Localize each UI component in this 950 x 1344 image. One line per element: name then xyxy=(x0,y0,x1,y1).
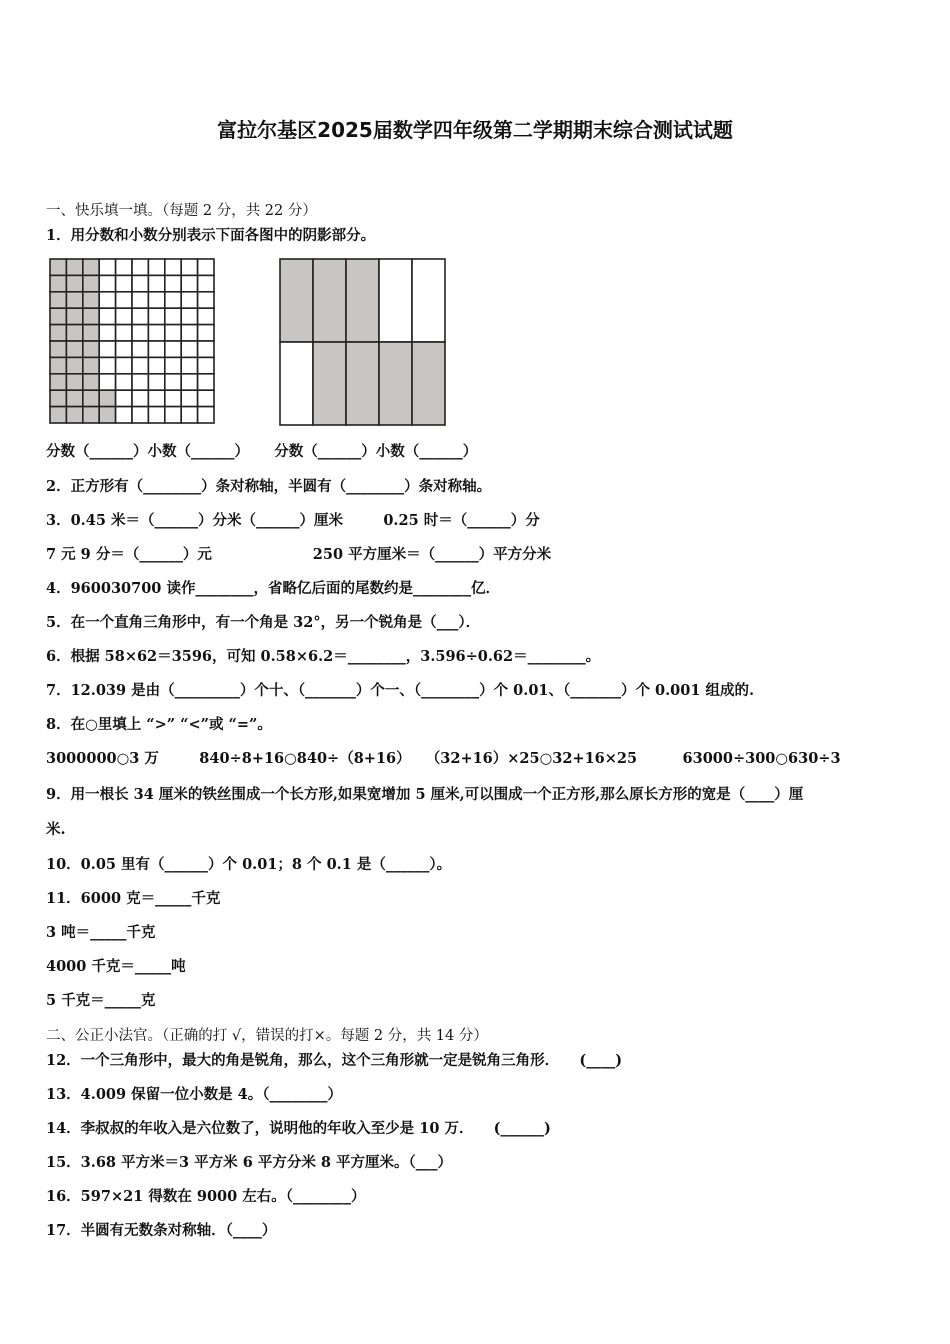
question-line: 17．半圆有无数条对称轴．（____） xyxy=(46,1222,277,1239)
rect-cell xyxy=(280,259,313,342)
grid-cell xyxy=(83,275,99,291)
grid-cell xyxy=(99,292,115,308)
grid-cell xyxy=(50,390,66,406)
grid-cell xyxy=(50,308,66,324)
grid-cell xyxy=(198,341,214,357)
grid-cell xyxy=(181,407,197,423)
question-line: 8．在○里填上 “>” “<”或 “=”。 xyxy=(46,716,272,733)
grid-cell xyxy=(165,275,181,291)
question-line: 3．0.45 米＝（______）分米（______）厘米 0.25 时＝（______）分 xyxy=(46,512,540,529)
grid-cell xyxy=(116,259,132,275)
grid-cell xyxy=(50,374,66,390)
question-line: 16．597×21 得数在 9000 左右。（________） xyxy=(46,1188,366,1205)
grid-cell xyxy=(66,259,82,275)
question-line: 14．李叔叔的年收入是六位数了，说明他的年收入至少是 10 万． (______) xyxy=(46,1120,551,1137)
grid-cell xyxy=(181,292,197,308)
question-line: 米. xyxy=(46,821,66,838)
grid-cell xyxy=(50,259,66,275)
grid-cell xyxy=(116,292,132,308)
grid-cell xyxy=(50,341,66,357)
grid-cell xyxy=(99,390,115,406)
grid-cell xyxy=(181,308,197,324)
grid-cell xyxy=(132,325,148,341)
grid-cell xyxy=(148,390,164,406)
grid-cell xyxy=(148,275,164,291)
rect-cell xyxy=(379,342,412,425)
grid-cell xyxy=(165,292,181,308)
question-line: 1．用分数和小数分别表示下面各图中的阴影部分。 xyxy=(46,227,376,244)
grid-cell xyxy=(50,292,66,308)
section-heading-1: 一、快乐填一填。（每题 2 分，共 22 分） xyxy=(46,203,317,219)
grid-cell xyxy=(132,341,148,357)
grid-cell xyxy=(50,407,66,423)
grid-cell xyxy=(165,374,181,390)
rect-cell xyxy=(346,259,379,342)
grid-cell xyxy=(66,341,82,357)
grid-cell xyxy=(99,407,115,423)
grid-cell xyxy=(132,259,148,275)
grid-cell xyxy=(181,259,197,275)
grid-cell xyxy=(66,325,82,341)
grid-cell xyxy=(148,308,164,324)
grid-cell xyxy=(66,292,82,308)
rect-cell xyxy=(379,259,412,342)
grid-cell xyxy=(99,275,115,291)
grid-cell xyxy=(116,374,132,390)
grid-cell xyxy=(83,357,99,373)
grid-cell xyxy=(83,341,99,357)
grid-cell xyxy=(66,407,82,423)
grid-cell xyxy=(148,292,164,308)
grid-cell xyxy=(198,407,214,423)
grid-cell xyxy=(132,374,148,390)
grid-cell xyxy=(83,308,99,324)
grid-cell xyxy=(116,407,132,423)
rect-cell xyxy=(313,259,346,342)
rect-cell xyxy=(280,342,313,425)
grid-cell xyxy=(50,275,66,291)
grid-cell xyxy=(83,325,99,341)
question-line: 5 千克＝_____克 xyxy=(46,992,156,1009)
grid-cell xyxy=(99,308,115,324)
question-line: 12．一个三角形中，最大的角是锐角，那么，这个三角形就一定是锐角三角形． (____) xyxy=(46,1052,623,1069)
grid-cell xyxy=(99,357,115,373)
section-heading-2: 二、公正小法官。（正确的打 √，错误的打×。每题 2 分，共 14 分） xyxy=(46,1028,488,1044)
grid-cell xyxy=(181,357,197,373)
grid-cell xyxy=(116,357,132,373)
grid-cell xyxy=(132,357,148,373)
grid-cell xyxy=(66,308,82,324)
grid-cell xyxy=(198,308,214,324)
grid-cell xyxy=(198,259,214,275)
question-line: 3 吨＝_____千克 xyxy=(46,924,156,941)
grid-cell xyxy=(181,390,197,406)
grid-cell xyxy=(181,325,197,341)
grid-cell xyxy=(148,341,164,357)
grid-cell xyxy=(99,341,115,357)
grid-cell xyxy=(132,407,148,423)
grid-cell xyxy=(132,292,148,308)
grid-cell xyxy=(165,390,181,406)
grid-cell xyxy=(116,341,132,357)
grid-cell xyxy=(116,308,132,324)
grid-cell xyxy=(198,390,214,406)
grid-cell xyxy=(132,390,148,406)
question-line: 9．用一根长 34 厘米的铁丝围成一个长方形,如果宽增加 5 厘米,可以围成一个正方形,那么原长方形的宽是（____）厘 xyxy=(46,786,804,803)
grid-cell xyxy=(99,325,115,341)
grid-cell xyxy=(148,357,164,373)
grid-cell xyxy=(165,341,181,357)
grid-cell xyxy=(181,341,197,357)
grid-cell xyxy=(148,259,164,275)
grid-100-figure xyxy=(49,258,217,426)
grid-cell xyxy=(66,357,82,373)
question-line: 分数（______）小数（______） 分数（______）小数（______） xyxy=(46,443,478,460)
grid-cell xyxy=(198,357,214,373)
rect-10-figure xyxy=(279,258,447,426)
grid-cell xyxy=(83,292,99,308)
grid-cell xyxy=(181,275,197,291)
grid-cell xyxy=(99,374,115,390)
grid-cell xyxy=(148,374,164,390)
grid-cell xyxy=(50,325,66,341)
question-line: 11．6000 克＝_____千克 xyxy=(46,890,221,907)
grid-cell xyxy=(66,374,82,390)
rect-cell xyxy=(412,259,445,342)
grid-cell xyxy=(83,259,99,275)
grid-cell xyxy=(66,390,82,406)
grid-cell xyxy=(165,407,181,423)
grid-cell xyxy=(83,407,99,423)
grid-cell xyxy=(198,292,214,308)
grid-cell xyxy=(181,374,197,390)
grid-cell xyxy=(99,259,115,275)
rect-cell xyxy=(346,342,379,425)
question-line: 4．960030700 读作________，省略亿后面的尾数约是________亿． xyxy=(46,580,500,597)
grid-cell xyxy=(83,390,99,406)
grid-cell xyxy=(198,325,214,341)
grid-cell xyxy=(198,275,214,291)
grid-cell xyxy=(165,308,181,324)
grid-cell xyxy=(66,275,82,291)
grid-cell xyxy=(116,325,132,341)
grid-cell xyxy=(116,390,132,406)
grid-cell xyxy=(83,374,99,390)
grid-cell xyxy=(132,308,148,324)
grid-cell xyxy=(148,325,164,341)
question-line: 10．0.05 里有（______）个 0.01；8 个 0.1 是（______）。 xyxy=(46,856,452,873)
question-line: 7．12.039 是由（_________）个十、（_______）个一、（________）个 0.01、（_______）个 0.001 组成的. xyxy=(46,682,755,699)
question-line: 2．正方形有（________）条对称轴，半圆有（________）条对称轴。 xyxy=(46,478,492,495)
grid-cell xyxy=(50,357,66,373)
grid-cell xyxy=(116,275,132,291)
question-line: 3000000○3 万 840÷8+16○840÷（8+16） （32+16）×25○32+16×25 63000÷300○630÷3 xyxy=(46,750,841,767)
grid-cell xyxy=(165,259,181,275)
rect-cell xyxy=(313,342,346,425)
grid-cell xyxy=(165,325,181,341)
question-line: 4000 千克＝_____吨 xyxy=(46,958,186,975)
question-line: 7 元 9 分＝（______）元 250 平方厘米＝（______）平方分米 xyxy=(46,546,552,563)
question-line: 13．4.009 保留一位小数是 4。（________） xyxy=(46,1086,343,1103)
grid-cell xyxy=(198,374,214,390)
grid-cell xyxy=(132,275,148,291)
page-title: 富拉尔基区2025届数学四年级第二学期期末综合测试试题 xyxy=(217,118,733,142)
question-line: 15．3.68 平方米＝3 平方米 6 平方分米 8 平方厘米。（___） xyxy=(46,1154,453,1171)
rect-cell xyxy=(412,342,445,425)
grid-cell xyxy=(148,407,164,423)
question-line: 6．根据 58×62＝3596，可知 0.58×6.2＝________，3.596÷0.62＝________。 xyxy=(46,648,601,665)
grid-cell xyxy=(165,357,181,373)
question-line: 5．在一个直角三角形中，有一个角是 32°，另一个锐角是（___）． xyxy=(46,614,481,631)
